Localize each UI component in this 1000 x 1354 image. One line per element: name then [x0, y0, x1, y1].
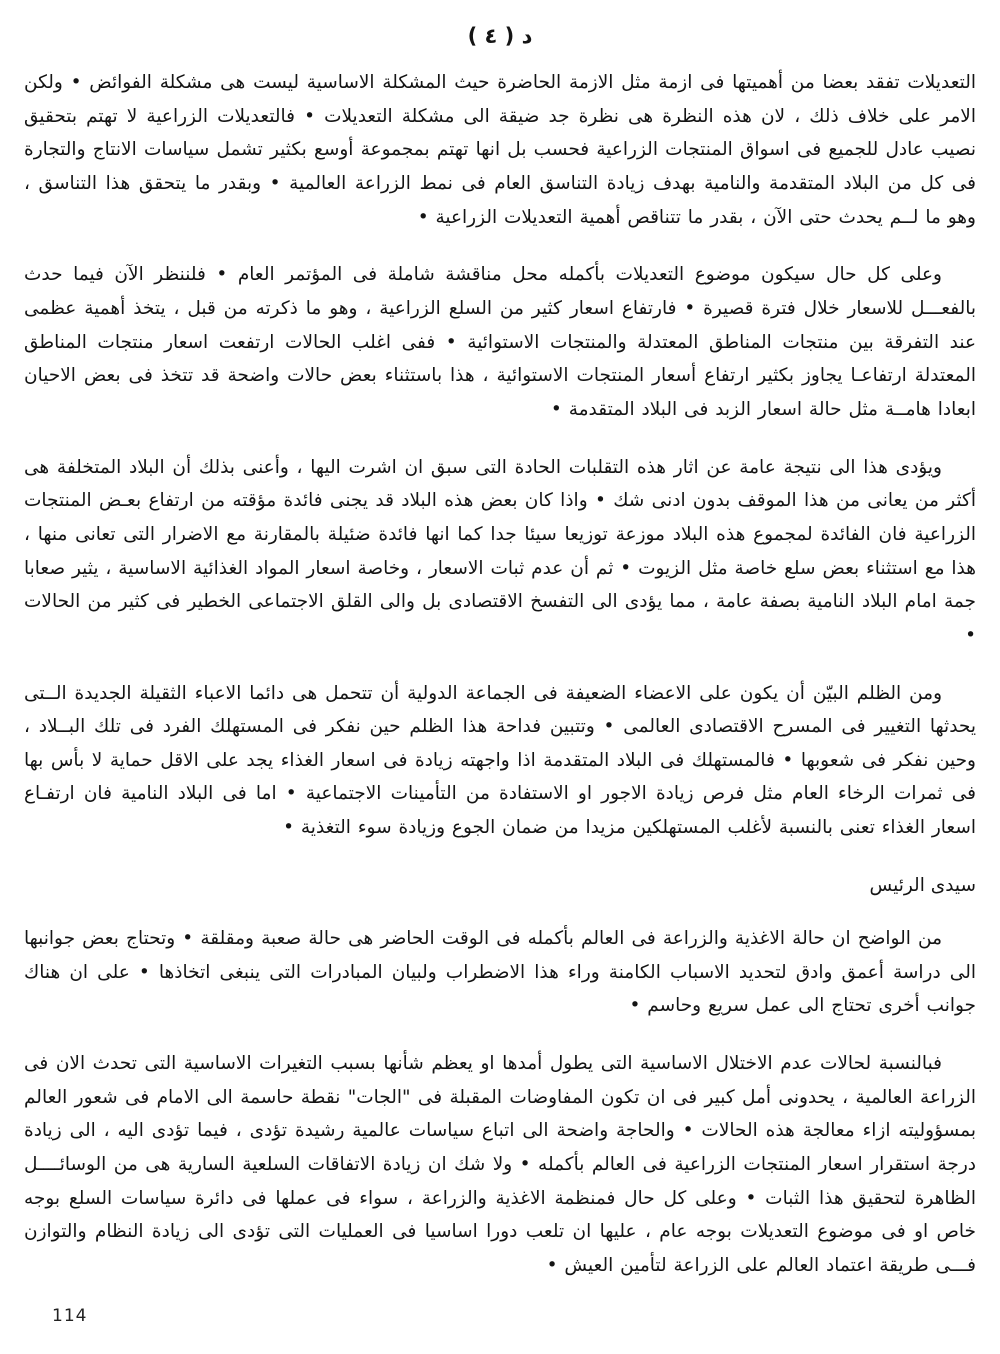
salutation-mr-president: سيدى الرئيس [869, 874, 976, 896]
paragraph-world-food-situation: من الواضح ان حالة الاغذية والزراعة فى العالم بأكمله فى الوقت الحاضر هى حالة صعبة ومقلقة • وتحتاج بعض جوانبها الى دراسة أعمق وادق لتحديد الاسباب الكامنة وراء هذا الاضطراب ولبيان المبادرات التى ينبغى اتخاذها • على ان هناك جوانب أخرى تحتاج الى عمل سريع وحاسم • [24, 928, 976, 1017]
paragraph-price-rise: وعلى كل حال سيكون موضوع التعديلات بأكمله محل مناقشة شاملة فى المؤتمر العام • فلننظر الآن فيما حدث بالفعـــل للاسعار خلال فترة قصيرة • فارتفاع اسعار كثير من السلع الزراعية ، وهو ما ذكرته من قبل ، يتخذ أهمية عظمى عند التفرقة بين منتجات المناطق المعتدلة والمنتجات الاستوائية • ففى اغلب الحالات ارتفعت اسعار منتجات المناطق المعتدلة ارتفاعـا يجاوز بكثير ارتفاع أسعار المنتجات الاستوائية ، هذا باستثناء بعض حالات واضحة قد تتخذ فى بعض الاحيان ابعادا هامــة مثل حالة اسعار الزبد فى البلاد المتقدمة • [24, 264, 976, 420]
paragraph-adjustments-importance: التعديلات تفقد بعضا من أهميتها فى ازمة مثل الازمة الحاضرة حيث المشكلة الاساسية ليست هى مشكلة الفوائض • ولكن الامر على خلاف ذلك ، لان هذه النظرة هى نظرة جد ضيقة الى مشكلة التعديلات • فالتعديلات الزراعية لا تهتم بتحقيق نصيب عادل للجميع فى اسواق المنتجات الزراعية فحسب بل انها تهتم بمجموعة أوسع بكثير تشمل سياسات الانتاج والتجارة فى كل من البلاد المتقدمة والنامية بهدف زيادة التناسق العام فى نمط الزراعة العالمية • وبقدر ما يتحقق هذا التناسق ، وهو ما لــم يحدث حتى الآن ، بقدر ما تتناقص أهمية التعديلات الزراعية • [24, 72, 976, 228]
page-number: 114 [52, 1306, 88, 1326]
paragraph-gatt-negotiations: فبالنسبة لحالات عدم الاختلال الاساسية التى يطول أمدها او يعظم شأنها بسبب التغيرات الاساسية التى تحدث الان فى الزراعة العالمية ، يحدونى أمل كبير فى ان تكون المفاوضات المقبلة فى "الجات" نقطة حاسمة الى الامام فى شعور العالم بمسؤوليته ازاء معالجة هذه الحالات • والحاجة واضحة الى اتباع سياسات عالمية رشيدة تؤدى ، فيما تؤدى اليه ، الى زيادة درجة استقرار اسعار المنتجات الزراعية فى العالم بأكمله • ولا شك ان زيادة الاتفاقات السلعية السارية هى من الوسائــــل الظاهرة لتحقيق هذا الثبات • وعلى كل حال فمنظمة الاغذية والزراعة ، سواء فى عملها فى دائرة سياسات السلع بوجه خاص او فى موضوع التعديلات بوجه عام ، عليها ان تلعب دورا اساسيا فى العمليات التى تؤدى الى زيادة النظام والتوازن فـــى طريقة اعتماد العالم على الزراعة لتأمين العيش • [24, 1053, 976, 1276]
paragraph-injustice-weak-members: ومن الظلم البيّن أن يكون على الاعضاء الضعيفة فى الجماعة الدولية أن تتحمل هى دائما الاعباء الثقيلة الجديدة الــتى يحدثها التغيير فى المسرح الاقتصادى العالمى • وتتبين فداحة هذا الظلم حين نفكر فى المستهلك الفرد فى تلك البــلاد ، وحين نفكر فى شعوبها • فالمستهلك فى البلاد المتقدمة اذا واجهته زيادة فى اسعار الغذاء يجد على الاقل حماية لا بأس بها فى ثمرات الرخاء العام مثل فرص زيادة الاجور او الاستفادة من التأمينات الاجتماعية • اما فى البلاد النامية فان ارتفـاع اسعار الغذاء تعنى بالنسبة لأغلب المستهلكين مزيدا من ضمان الجوع وزيادة سوء التغذية • [24, 682, 976, 839]
paragraph-fluctuations-effects: ويؤدى هذا الى نتيجة عامة عن اثار هذه التقلبات الحادة التى سبق ان اشرت اليها ، وأعنى بذلك أن البلاد المتخلفة هى أكثر من يعانى من هذا الموقف بدون ادنى شك • واذا كان بعض هذه البلاد قد يجنى فائدة مؤقته من ارتفاع بعـض المنتجات الزراعية فان الفائدة لمجموع هذه البلاد موزعة توزيعا سيئا جدا كما انها فائدة ضئيلة بالمقارنة مع الاضرار التى تعانى منها ، هذا مع استثناء بعض سلع خاصة مثل الزيوت • ثم أن عدم ثبات الاسعار ، وخاصة اسعار المواد الغذائية الاساسية ، يثير صعابا جمة امام البلاد النامية بصفة عامة ، مما يؤدى الى التفسخ الاقتصادى بل والى القلق الاجتماعى الخطير فى كثير من الحالات • [24, 456, 976, 646]
page-header: د ( ٤ ) [467, 24, 533, 48]
document-body [24, 66, 976, 1283]
